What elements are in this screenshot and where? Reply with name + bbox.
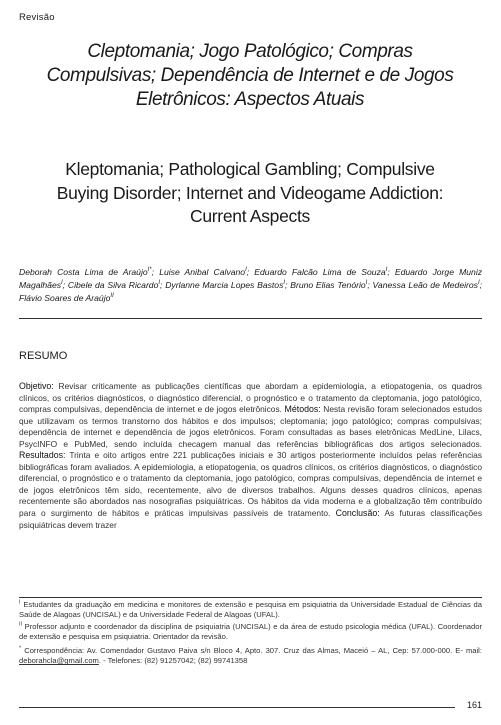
author-entry	[254, 267, 395, 277]
footnote-text: Estudantes da graduação em medicina e monitores de extensão e pesquisa em psiquiatria da Universidade Estadual de Ciências da Saúde de Alagoas (UNCISAL) e da Universidade Federal de Alagoas (UFAL).	[19, 600, 482, 620]
author-entry	[159, 267, 254, 277]
portuguese-title-line: Compulsivas; Dependência de Internet e de Jogos	[46, 65, 454, 86]
author-separator: ;	[367, 279, 373, 290]
footnote-correspondence	[19, 646, 482, 666]
author-affiliation-mark: I	[283, 279, 286, 286]
author-entry	[19, 293, 114, 303]
metodos-label: Métodos:	[284, 404, 321, 415]
english-title-line: Buying Disorder; Internet and Videogame Addiction:	[56, 182, 444, 203]
author-name: Flávio Soares de Araújo	[19, 292, 111, 303]
portuguese-title	[20, 40, 480, 112]
abstract-body	[19, 381, 482, 531]
portuguese-title-line: Eletrônicos: Aspectos Atuais	[135, 89, 365, 110]
correspondence-phones: . - Telefones: (82) 91257042; (82) 99741358	[98, 656, 248, 666]
author-affiliation-mark: I	[477, 279, 480, 286]
page-number: 161	[466, 700, 482, 710]
author-separator: ;	[160, 279, 166, 290]
author-affiliation-mark: II	[110, 292, 114, 299]
author-entry	[373, 280, 483, 290]
author-separator: ;	[246, 267, 255, 277]
portuguese-title-line: Cleptomania; Jogo Patológico; Compras	[87, 41, 413, 62]
page-number-rule	[19, 707, 455, 708]
author-separator: ;	[387, 267, 395, 277]
author-affiliation-mark: I*	[147, 267, 152, 274]
author-affiliation-mark: I	[245, 267, 247, 274]
footnote-divider	[19, 597, 482, 598]
author-affiliation-mark: I	[385, 267, 388, 274]
author-separator: ;	[479, 279, 483, 290]
author-name: Vanessa Leão de Medeiros	[372, 279, 478, 290]
author-separator: ;	[62, 279, 68, 290]
conclusao-label: Conclusão:	[335, 508, 380, 519]
author-name: Bruno Elias Tenório	[290, 279, 366, 290]
english-title	[20, 158, 480, 229]
author-affiliation-mark: I	[61, 279, 63, 286]
metodos-text: Nesta revisão foram selecionados estudos que utilizavam os termos transtorno dos hábitos e dos impulsos; cleptomania; jogo patológico; compras compulsivas; dependência de internet e dependência de jogos eletrônicos. Foram consultadas as bases eletrônicas MedLine, Lilacs, PsycINFO e PubMed, sendo incluída checagem manual das referências bibliográficas dos artigos selecionados.	[19, 404, 483, 449]
abstract-heading: RESUMO	[19, 350, 68, 362]
author-entry	[165, 280, 290, 290]
author-affiliation-mark: I	[365, 279, 368, 286]
section-label: Revisão	[19, 12, 55, 23]
footnote-professor	[19, 622, 482, 642]
footnote-students	[19, 600, 482, 620]
author-name: Eduardo Falcão Lima de Souza	[254, 267, 386, 277]
resultados-text: Trinta e oito artigos entre 221 publicações iniciais e 30 artigos posteriormente incluídos pelas referências bibliográficas foram avaliados. A epidemiologia, a etiopatogenia, os quadros clínicos, os critérios diagnósticos, o diagnóstico diferencial, o prognóstico e o tratamento da cleptomania, jogo patológico, compras compulsivas, dependência de internet e de jogos eletrônicos têm sido, recentemente, alvo de diversos trabalhos. Alguns desses quadros clínicos, apenas recentemente são abordados nas nosografias psiquiátricas. Os hábitos da vida moderna e a globalização têm contribuído para o surgimento de hábitos e práticas impulsivas passíveis de tratamento.	[19, 450, 482, 519]
author-name: Dyrlanne Marcia Lopes Bastos	[165, 279, 284, 290]
resultados-label: Resultados:	[19, 450, 66, 461]
author-name: Deborah Costa Lima de Araújo	[19, 267, 148, 277]
author-separator: ;	[151, 267, 160, 277]
footnote-mark: II	[19, 621, 23, 628]
author-name: Cibele da Silva Ricardo	[67, 279, 159, 290]
author-entry	[290, 280, 372, 290]
author-affiliation-mark: I	[158, 279, 161, 286]
correspondence-label: Correspondência:	[21, 646, 85, 655]
author-entry	[19, 267, 159, 277]
footnote-mark: *	[19, 645, 22, 652]
author-name: Eduardo Jorge Muniz Magalhães	[19, 267, 483, 290]
correspondence-address: Av. Comendador Gustavo Paiva s/n Bloco 4, Apto. 307. Cruz das Almas, Maceió – AL, Cep: 57.000-000. E- mail:	[84, 646, 482, 655]
header-divider	[19, 318, 482, 319]
english-title-line: Kleptomania; Pathological Gambling; Compulsive	[65, 159, 435, 179]
footnote-text: Professor adjunto e coordenador da disciplina de psiquiatria (UNCISAL) e da área de estudo psicologia médica (UFAL). Coordenador de extensão e pesquisa em psiquiatria. Orientador da revisão.	[19, 622, 482, 642]
conclusao-text: As futuras classificações psiquiátricas devem trazer	[19, 508, 483, 530]
author-list	[19, 266, 482, 304]
objetivo-label: Objetivo:	[19, 381, 54, 391]
objetivo-text: Revisar criticamente as publicações científicas que abordam a epidemiologia, a etiopatogenia, os quadros clínicos, os critérios diagnósticos, o diagnóstico diferencial, o prognóstico e o tratamento da cleptomania, jogo patológico, compras compulsivas, dependência de internet e de jogos eletrônicos.	[19, 381, 482, 415]
footnote-mark: I	[19, 599, 21, 606]
author-name: Luise Anibal Calvano	[159, 267, 246, 277]
english-title-line: Current Aspects	[190, 206, 310, 226]
author-entry	[68, 280, 165, 290]
author-separator: ;	[285, 279, 291, 290]
correspondence-email-link[interactable]: deborahcla@gmail.com	[19, 656, 99, 666]
